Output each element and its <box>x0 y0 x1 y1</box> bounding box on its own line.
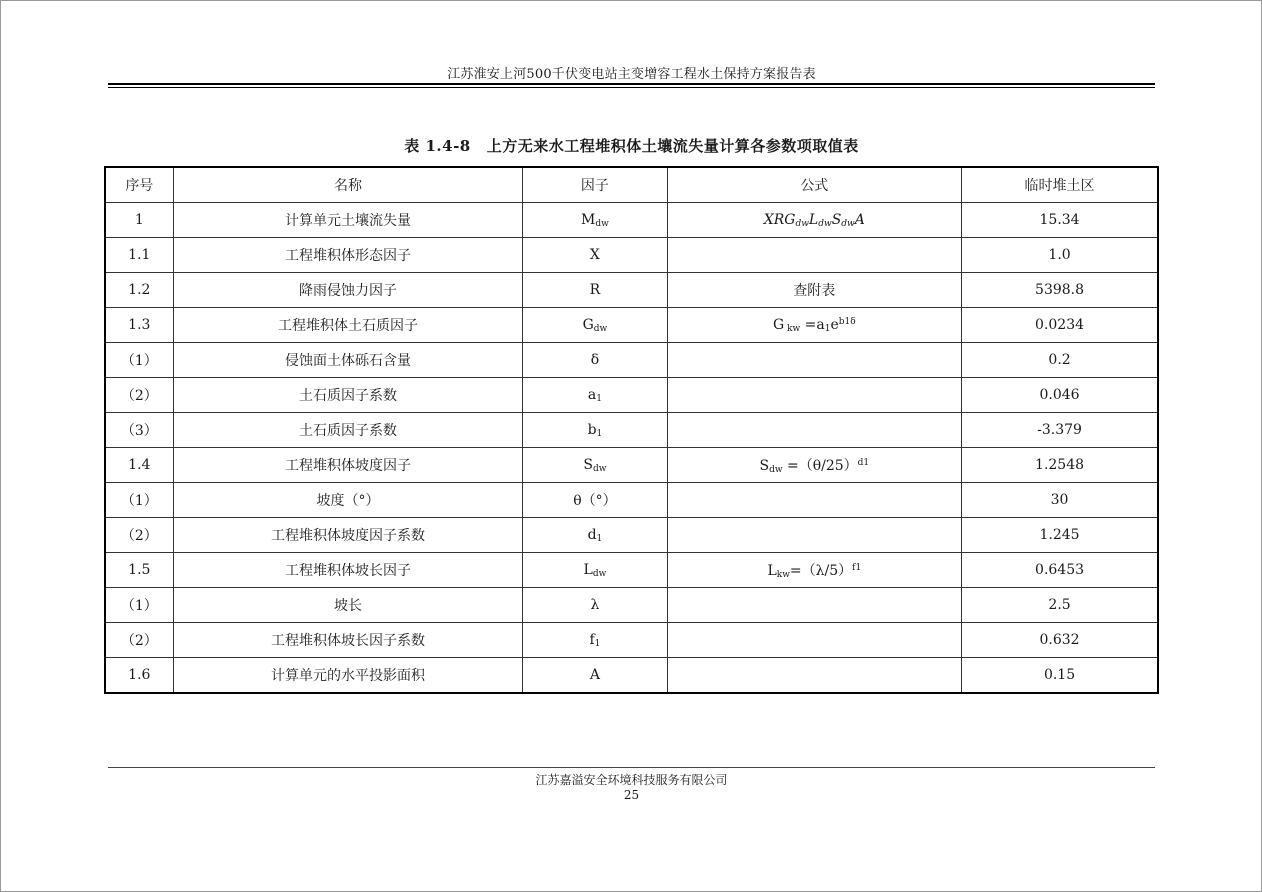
row-name: 土石质因子系数 <box>173 378 523 413</box>
table-row <box>105 448 1158 483</box>
factor-symbol: X <box>589 247 600 263</box>
row-formula <box>667 623 962 658</box>
row-name: 工程堆积体坡长因子系数 <box>173 623 523 658</box>
row-name: 工程堆积体形态因子 <box>173 238 523 273</box>
row-index: （2） <box>105 378 173 413</box>
factor-subscript: 1 <box>596 533 603 544</box>
formula-expression: 查附表 <box>793 283 836 299</box>
column-header-value: 临时堆土区 <box>962 167 1158 203</box>
header-rule-thin <box>108 87 1155 88</box>
row-factor <box>523 518 667 553</box>
row-factor <box>523 203 667 238</box>
factor-symbol: R <box>589 282 601 298</box>
factor-subscript: dw <box>593 323 608 334</box>
row-index: （2） <box>105 623 173 658</box>
row-value: 0.6453 <box>962 553 1158 588</box>
row-name: 坡度（°） <box>173 483 523 518</box>
row-factor <box>523 448 667 483</box>
factor-subscript: 1 <box>594 638 601 649</box>
table-row <box>105 378 1158 413</box>
row-value: 1.0 <box>962 238 1158 273</box>
parameter-table <box>104 166 1159 694</box>
header-rule-thick <box>108 83 1155 85</box>
table-row <box>105 413 1158 448</box>
row-name: 侵蚀面土体砾石含量 <box>173 343 523 378</box>
row-name: 土石质因子系数 <box>173 413 523 448</box>
row-name: 计算单元的水平投影面积 <box>173 658 523 694</box>
formula-expression: $S_{dw} =(\theta/25)^{d1}$ <box>759 458 870 475</box>
factor-symbol: δ <box>590 352 600 368</box>
table-row <box>105 658 1158 694</box>
row-value: 5398.8 <box>962 273 1158 308</box>
factor-symbol: d <box>587 526 597 543</box>
column-header-index: 序号 <box>105 167 173 203</box>
factor-subscript: 1 <box>596 393 602 404</box>
row-formula <box>667 238 962 273</box>
table-row <box>105 518 1158 553</box>
page-number: 25 <box>623 788 640 802</box>
row-index: （1） <box>105 483 173 518</box>
factor-subscript: dw <box>592 568 607 579</box>
row-value: 30 <box>962 483 1158 518</box>
row-factor <box>523 238 667 273</box>
table-title: 上方无来水工程堆积体土壤流失量计算各参数项取值表 <box>486 137 859 155</box>
row-name: 计算单元土壤流失量 <box>173 203 523 238</box>
table-row <box>105 623 1158 658</box>
row-value: 1.245 <box>962 518 1158 553</box>
table-row <box>105 203 1158 238</box>
factor-subscript: dw <box>595 218 609 229</box>
table-row <box>105 343 1158 378</box>
row-index: 1.5 <box>105 553 173 588</box>
table-row <box>105 483 1158 518</box>
row-index: （1） <box>105 343 173 378</box>
row-formula <box>667 343 962 378</box>
table-row <box>105 588 1158 623</box>
row-value: 0.0234 <box>962 308 1158 343</box>
row-factor <box>523 343 667 378</box>
table-row <box>105 273 1158 308</box>
row-value: 0.15 <box>962 658 1158 694</box>
row-name: 工程堆积体坡度因子系数 <box>173 518 523 553</box>
formula-expression: $XRG_{dw}L_{dw}S_{dw}A$ <box>763 211 865 229</box>
factor-symbol: a <box>587 386 597 403</box>
table-header-row <box>105 167 1158 203</box>
row-value: 1.2548 <box>962 448 1158 483</box>
row-index: 1 <box>105 203 173 238</box>
factor-symbol: G <box>582 316 594 333</box>
factor-symbol: b <box>587 421 597 438</box>
row-value: 0.046 <box>962 378 1158 413</box>
row-formula <box>667 483 962 518</box>
row-formula <box>667 273 962 308</box>
row-factor <box>523 553 667 588</box>
factor-symbol: L <box>583 561 593 578</box>
row-formula <box>667 203 962 238</box>
row-value: 2.5 <box>962 588 1158 623</box>
row-factor <box>523 623 667 658</box>
row-index: （1） <box>105 588 173 623</box>
row-index: （2） <box>105 518 173 553</box>
row-formula <box>667 413 962 448</box>
table-number: 表 1.4-8 <box>404 137 471 155</box>
footer-rule <box>108 767 1155 768</box>
footer-company: 江苏嘉溢安全环境科技服务有限公司 <box>535 773 728 787</box>
row-value: 15.34 <box>962 203 1158 238</box>
row-index: 1.2 <box>105 273 173 308</box>
row-factor <box>523 273 667 308</box>
row-formula <box>667 553 962 588</box>
row-name: 工程堆积体土石质因子 <box>173 308 523 343</box>
row-formula <box>667 308 962 343</box>
factor-symbol: M <box>581 211 596 228</box>
row-factor <box>523 378 667 413</box>
factor-symbol: f <box>589 631 595 648</box>
row-factor <box>523 483 667 518</box>
table-row <box>105 553 1158 588</box>
table-row <box>105 308 1158 343</box>
factor-subscript: 1 <box>596 428 603 439</box>
row-factor <box>523 308 667 343</box>
table-row <box>105 238 1158 273</box>
formula-expression: $L_{kw}=(\lambda/5)^{f1}$ <box>767 563 862 580</box>
row-formula <box>667 518 962 553</box>
factor-symbol: A <box>589 667 600 683</box>
row-index: 1.4 <box>105 448 173 483</box>
row-formula <box>667 448 962 483</box>
table-body <box>105 203 1158 694</box>
factor-symbol: λ <box>590 597 600 613</box>
row-factor <box>523 588 667 623</box>
row-name: 坡长 <box>173 588 523 623</box>
row-name: 工程堆积体坡长因子 <box>173 553 523 588</box>
row-name: 降雨侵蚀力因子 <box>173 273 523 308</box>
row-value: -3.379 <box>962 413 1158 448</box>
column-header-factor: 因子 <box>523 167 667 203</box>
factor-subscript: dw <box>592 463 607 474</box>
row-factor <box>523 658 667 694</box>
row-factor <box>523 413 667 448</box>
row-formula <box>667 588 962 623</box>
row-formula <box>667 378 962 413</box>
row-formula <box>667 658 962 694</box>
row-index: 1.3 <box>105 308 173 343</box>
row-name: 工程堆积体坡度因子 <box>173 448 523 483</box>
row-index: 1.1 <box>105 238 173 273</box>
row-value: 0.2 <box>962 343 1158 378</box>
factor-symbol: S <box>583 456 593 473</box>
row-value: 0.632 <box>962 623 1158 658</box>
column-header-formula: 公式 <box>667 167 962 203</box>
report-header-title: 江苏淮安上河500千伏变电站主变增容工程水土保持方案报告表 <box>447 67 816 82</box>
column-header-name: 名称 <box>173 167 523 203</box>
factor-symbol: θ（°） <box>573 493 617 509</box>
table-caption <box>108 135 1155 156</box>
formula-expression: G $_{kw} =a_1e^{b1\delta}$ <box>772 316 856 334</box>
row-index: 1.6 <box>105 658 173 694</box>
row-index: （3） <box>105 413 173 448</box>
